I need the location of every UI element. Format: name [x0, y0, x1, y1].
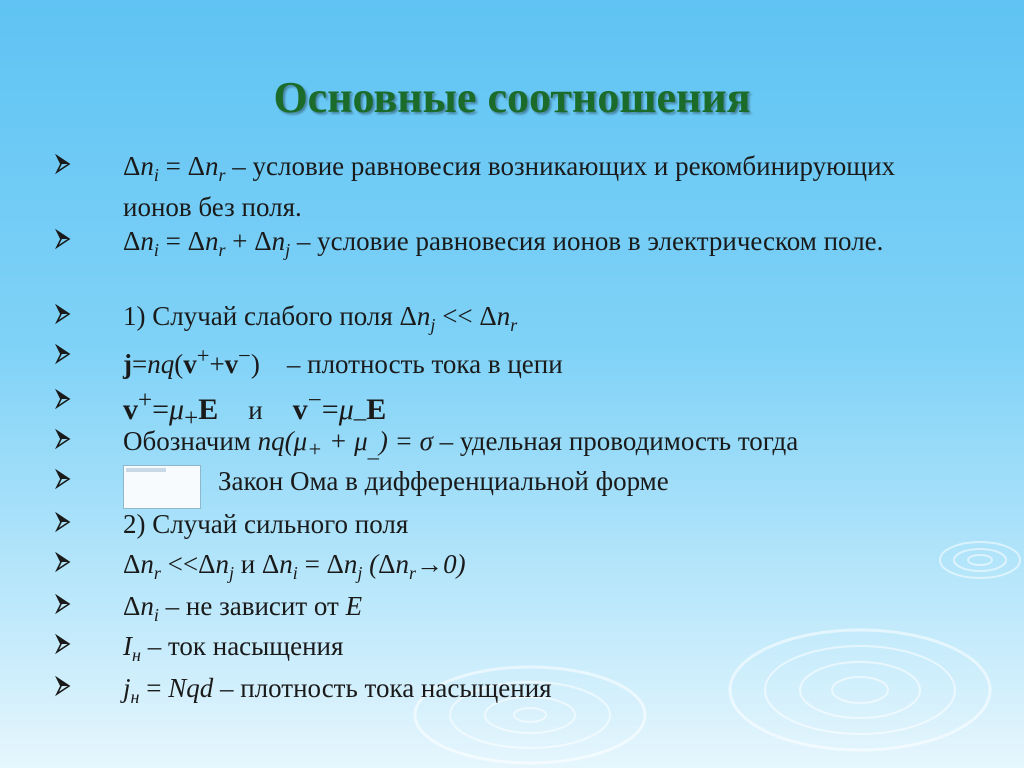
arrow-bullet-icon [55, 467, 75, 493]
list-item-text: $\Delta n_i = \Delta n_r$ – условие равновесия возникающих и рекомбинирующих ионов без поля. [123, 151, 896, 222]
embedded-formula-placeholder [123, 465, 201, 509]
arrow-bullet-icon [55, 592, 75, 618]
arrow-bullet-icon [55, 550, 75, 576]
list-item-text: $\Delta n_i$ – не зависит от E [123, 591, 363, 625]
arrow-bullet-icon [55, 427, 75, 453]
arrow-bullet-icon [55, 632, 75, 658]
list-item-text: $\Delta n_i = \Delta n_r + \Delta n_j$ – условие равновесия ионов в электрическом поле. [123, 226, 884, 260]
arrow-bullet-icon [55, 387, 75, 413]
arrow-bullet-icon [55, 674, 75, 700]
list-item-text: $\Delta n_r <<\Delta n_j$ и $\Delta n_i = \Delta n_j$ $(\Delta n_r\to 0)$ [123, 549, 466, 583]
list-item-text: 2) Случай сильного поля [123, 509, 409, 539]
list-item-text: Закон Ома в дифференциальной форме [218, 466, 669, 496]
arrow-bullet-icon [55, 510, 75, 536]
arrow-bullet-icon [55, 152, 75, 178]
list-item-text: $j_н$ = Nqd – плотность тока насыщения [123, 673, 552, 707]
list-item-text: j=nq(v++v−) – плотность тока в цепи [123, 343, 563, 379]
arrow-bullet-icon [55, 227, 75, 253]
slide-title: Основные соотношения [273, 73, 751, 122]
list-item-text: 1) Случай слабого поля $\Delta n_j << \Delta n_r$ [123, 301, 518, 335]
list-item-text: $v^+=\mu_+E$ и $v^-=\mu_-E$ [123, 387, 387, 432]
list-item-text: Обозначим $nq(\mu_+ + \mu_{\_}) = \sigma$ – удельная проводимость тогда [123, 426, 799, 462]
arrow-bullet-icon [55, 302, 75, 328]
arrow-bullet-icon [55, 342, 75, 368]
list-item-text: $I_н$ – ток насыщения [123, 631, 344, 665]
